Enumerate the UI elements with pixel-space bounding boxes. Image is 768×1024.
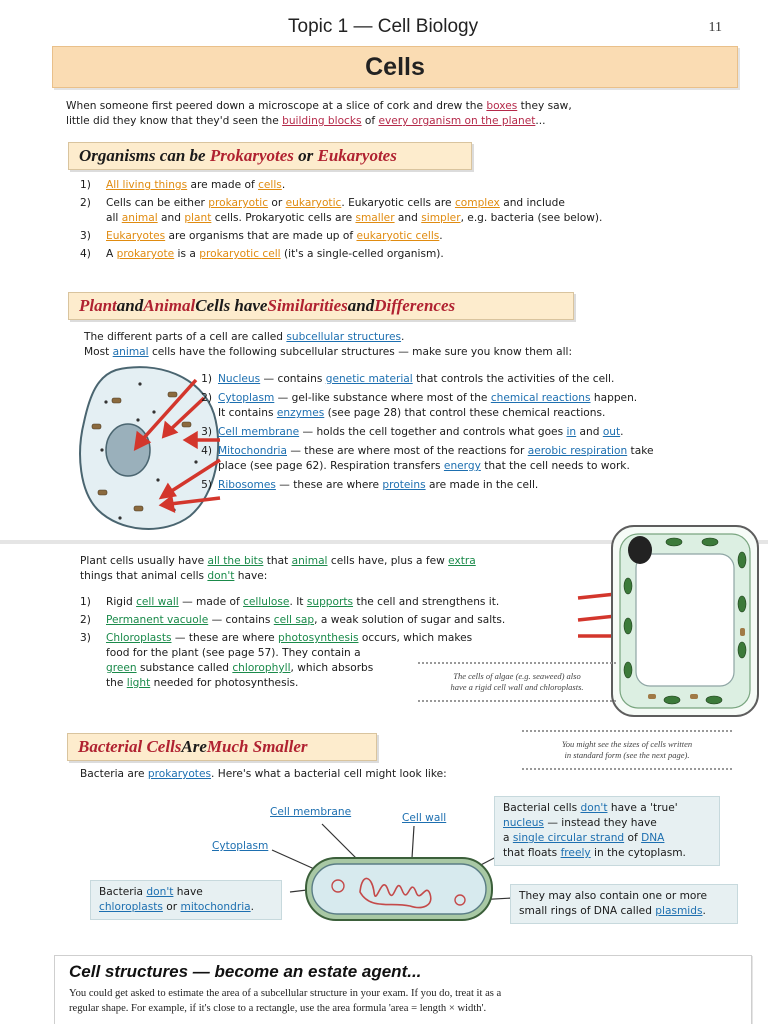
list-text: , which absorbs — [290, 662, 374, 674]
keyword: aerobic respiration — [527, 445, 628, 457]
page-title: Cells — [365, 52, 425, 81]
page-header — [0, 16, 768, 40]
subcellular-structures-list — [196, 372, 746, 497]
list-text: — contains — [208, 614, 274, 626]
intro-text: that — [263, 555, 292, 567]
keyword: simpler — [421, 212, 461, 224]
info-box-plasmids — [510, 884, 738, 924]
list-number: 2) — [80, 197, 91, 209]
heading-keyword: Prokaryotes — [209, 146, 294, 165]
bacterial-cell-membrane — [312, 864, 486, 914]
heading-keyword: Differences — [374, 296, 456, 315]
keyword: complex — [454, 197, 500, 209]
plant-intro — [80, 554, 540, 584]
intro-text: The different parts of a cell are called — [84, 331, 287, 343]
tip-body — [69, 986, 737, 1016]
heading-text: Cells have — [195, 296, 268, 315]
keyword: boxes — [486, 100, 518, 112]
note-text: have a rigid cell wall and chloroplasts. — [450, 682, 584, 692]
keyword: prokaryotic — [208, 197, 269, 209]
algae-note — [418, 662, 616, 702]
list-text: — made of — [178, 596, 244, 608]
keyword: extra — [448, 555, 476, 567]
nucleus — [106, 424, 150, 476]
plant-nucleus — [628, 536, 652, 564]
list-item — [80, 196, 720, 226]
list-number: 3) — [80, 230, 91, 242]
keyword: prokaryotes — [147, 768, 211, 780]
list-text: and — [157, 212, 185, 224]
keyword: green — [106, 662, 137, 674]
list-item — [80, 178, 720, 193]
keyword: energy — [443, 460, 481, 472]
list-text: or — [268, 197, 286, 209]
bacterial-cell-diagram — [250, 820, 530, 930]
tip-title: Cell structures — become an estate agent... — [69, 962, 422, 981]
list-number: 4) — [80, 248, 91, 260]
keyword: every organism on the planet — [378, 115, 536, 127]
subcellular-intro — [84, 330, 734, 360]
list-text: are made in the cell. — [425, 479, 539, 491]
heading-keyword: Animal — [143, 296, 196, 315]
list-text: (it's a single-celled organism). — [280, 248, 444, 260]
intro-text: . Here's what a bacterial cell might look like: — [211, 768, 447, 780]
intro-text: Bacteria are — [80, 768, 148, 780]
keyword: Eukaryotes — [106, 230, 166, 242]
topic-title: Topic 1 — Cell Biology — [288, 16, 479, 37]
exam-tip-box — [54, 955, 752, 1024]
list-text: — these are where most of the reactions for — [286, 445, 528, 457]
list-text: the — [106, 677, 127, 689]
list-text: It contains — [218, 407, 277, 419]
list-item — [196, 444, 746, 474]
keyword: plasmids — [655, 905, 703, 917]
box-text: . — [250, 901, 255, 913]
label-cytoplasm: Cytoplasm — [212, 840, 269, 852]
intro-text: have: — [234, 570, 268, 582]
list-number: 1) — [80, 179, 91, 191]
intro-paragraph — [66, 99, 716, 129]
keyword: cell wall — [136, 596, 179, 608]
keyword: genetic material — [325, 373, 413, 385]
list-item — [80, 247, 720, 262]
heading-keyword: Similarities — [267, 296, 348, 315]
intro-text: Plant cells usually have — [80, 555, 208, 567]
list-text: cells. Prokaryotic cells are — [211, 212, 356, 224]
list-number: 2) — [80, 614, 91, 626]
organisms-list — [80, 178, 720, 265]
list-text: is a — [174, 248, 200, 260]
heading-text: and — [347, 296, 375, 315]
keyword: chlorophyll — [232, 662, 291, 674]
list-text: food for the plant (see page 57). They contain a — [106, 647, 361, 659]
intro-text: cells have the following subcellular structures — make sure you know them all: — [148, 346, 573, 358]
list-text: — these are where — [171, 632, 279, 644]
intro-text: ... — [535, 115, 546, 127]
list-text: — contains — [260, 373, 326, 385]
list-text: happen. — [590, 392, 638, 404]
list-text: (see page 28) that control these chemical reactions. — [324, 407, 606, 419]
keyword: plant — [184, 212, 212, 224]
list-item — [80, 595, 580, 610]
list-text: . — [439, 230, 443, 242]
keyword: photosynthesis — [278, 632, 359, 644]
box-text: Bacteria — [99, 886, 147, 898]
list-item — [196, 478, 746, 493]
cell-sizes-note — [522, 730, 732, 770]
list-number: 5) — [201, 479, 212, 491]
tip-text: regular shape. For example, if it's close to a rectangle, use the area formula 'area = length × width'. — [69, 1003, 487, 1014]
keyword: Cell membrane — [218, 426, 300, 438]
title-banner — [52, 46, 738, 88]
keyword: cells — [258, 179, 282, 191]
list-text: — gel-like substance where most of the — [274, 392, 491, 404]
keyword: Mitochondria — [218, 445, 287, 457]
section-heading-plant-animal — [68, 292, 574, 320]
list-item — [196, 372, 746, 387]
list-text: are made of — [187, 179, 259, 191]
keyword: DNA — [641, 832, 665, 844]
keyword: all the bits — [207, 555, 264, 567]
list-text: , e.g. bacteria (see below). — [460, 212, 603, 224]
intro-text: of — [361, 115, 379, 127]
heading-text: or — [298, 146, 314, 165]
info-box-chloroplasts — [90, 880, 282, 920]
keyword: don't — [580, 802, 608, 814]
keyword: All living things — [106, 179, 188, 191]
keyword: supports — [306, 596, 354, 608]
keyword: don't — [146, 886, 174, 898]
label-cell-membrane: Cell membrane — [270, 806, 352, 818]
section-heading-organisms — [68, 142, 472, 170]
keyword: prokaryotic cell — [199, 248, 281, 260]
list-text: A — [106, 248, 117, 260]
intro-text: cells have, plus a few — [327, 555, 449, 567]
list-number: 1) — [80, 596, 91, 608]
keyword: in — [566, 426, 577, 438]
note-text: You might see the sizes of cells written — [561, 739, 693, 749]
list-text: Cells can be either — [106, 197, 209, 209]
list-text: substance called — [136, 662, 233, 674]
list-number: 1) — [201, 373, 212, 385]
box-text: have — [173, 886, 203, 898]
keyword: animal — [121, 212, 158, 224]
list-text: needed for photosynthesis. — [150, 677, 299, 689]
list-text: that the cell needs to work. — [480, 460, 630, 472]
box-text: that floats — [503, 847, 561, 859]
keyword: enzymes — [276, 407, 325, 419]
label-cell-wall: Cell wall — [402, 812, 447, 824]
keyword: subcellular structures — [286, 331, 402, 343]
list-text: Rigid — [106, 596, 137, 608]
intro-text: little did they know that they'd seen the — [66, 115, 283, 127]
page-number: 11 — [708, 20, 722, 35]
keyword: Chloroplasts — [106, 632, 172, 644]
box-text: of — [624, 832, 642, 844]
keyword: freely — [560, 847, 591, 859]
list-item — [80, 229, 720, 244]
keyword: Ribosomes — [218, 479, 276, 491]
list-text: that controls the activities of the cell. — [412, 373, 615, 385]
list-number: 3) — [80, 632, 91, 644]
list-text: place (see page 62). Respiration transfers — [218, 460, 444, 472]
list-text: the cell and strengthens it. — [353, 596, 500, 608]
keyword: cellulose — [243, 596, 290, 608]
intro-text: Most — [84, 346, 113, 358]
keyword: eukaryotic cells — [356, 230, 440, 242]
box-text: Bacterial cells — [503, 802, 581, 814]
keyword: prokaryote — [116, 248, 175, 260]
list-text: . — [281, 179, 286, 191]
heading-keyword: Much Smaller — [206, 737, 308, 756]
intro-text: things that animal cells — [80, 570, 208, 582]
list-text: all — [106, 212, 122, 224]
keyword: mitochondria — [180, 901, 251, 913]
keyword: single circular strand — [512, 832, 625, 844]
list-text: . — [620, 426, 624, 438]
keyword: out — [602, 426, 621, 438]
note-text: The cells of algae (e.g. seaweed) also — [453, 671, 581, 681]
list-number: 4) — [201, 445, 212, 457]
list-text: occurs, which makes — [358, 632, 473, 644]
keyword: chemical reactions — [490, 392, 591, 404]
heading-text: Organisms can be — [79, 146, 206, 165]
tip-text: You could get asked to estimate the area of a subcellular structure in your exam. If you do, treat it as a — [69, 988, 502, 999]
box-text: have a 'true' — [607, 802, 678, 814]
keyword: cell sap — [273, 614, 315, 626]
list-number: 3) — [201, 426, 212, 438]
keyword: Nucleus — [218, 373, 261, 385]
keyword: animal — [291, 555, 328, 567]
box-text: a — [503, 832, 513, 844]
intro-text: . — [401, 331, 405, 343]
section-heading-bacterial — [67, 733, 377, 761]
box-text: They may also contain one or more — [519, 890, 708, 902]
keyword: nucleus — [503, 817, 544, 829]
list-number: 2) — [201, 392, 212, 404]
box-text: or — [162, 901, 181, 913]
info-box-nucleus — [494, 796, 720, 866]
keyword: Permanent vacuole — [106, 614, 209, 626]
box-text: — instead they have — [543, 817, 657, 829]
keyword: animal — [112, 346, 149, 358]
keyword: light — [126, 677, 151, 689]
heading-keyword: Plant — [79, 296, 117, 315]
keyword: eukaryotic — [285, 197, 342, 209]
list-item — [196, 425, 746, 440]
box-text: in the cytoplasm. — [590, 847, 686, 859]
keyword: don't — [207, 570, 235, 582]
keyword: proteins — [382, 479, 426, 491]
vacuole — [636, 554, 734, 686]
list-item — [196, 391, 746, 421]
list-text: , a weak solution of sugar and salts. — [314, 614, 506, 626]
box-text: . — [702, 905, 706, 917]
list-item — [80, 613, 580, 628]
list-text: and — [394, 212, 422, 224]
list-text: — these are where — [275, 479, 383, 491]
list-text: . Eukaryotic cells are — [341, 197, 455, 209]
note-text: in standard form (see the next page). — [564, 750, 690, 760]
heading-text: and — [116, 296, 144, 315]
keyword: building blocks — [282, 115, 362, 127]
intro-text: When someone first peered down a microscope at a slice of cork and drew the — [66, 100, 487, 112]
keyword: Cytoplasm — [218, 392, 275, 404]
heading-keyword: Bacterial Cells — [78, 737, 182, 756]
list-text: — holds the cell together and controls what goes — [299, 426, 567, 438]
list-text: and include — [499, 197, 565, 209]
intro-text: they saw, — [517, 100, 572, 112]
heading-keyword: Eukaryotes — [317, 146, 397, 165]
keyword: smaller — [355, 212, 395, 224]
keyword: chloroplasts — [99, 901, 163, 913]
list-text: . It — [289, 596, 307, 608]
box-text: small rings of DNA called — [519, 905, 656, 917]
list-text: are organisms that are made up of — [165, 230, 357, 242]
bacteria-intro — [80, 767, 530, 782]
list-text: take — [627, 445, 654, 457]
list-text: and — [576, 426, 603, 438]
heading-text: Are — [181, 737, 207, 756]
